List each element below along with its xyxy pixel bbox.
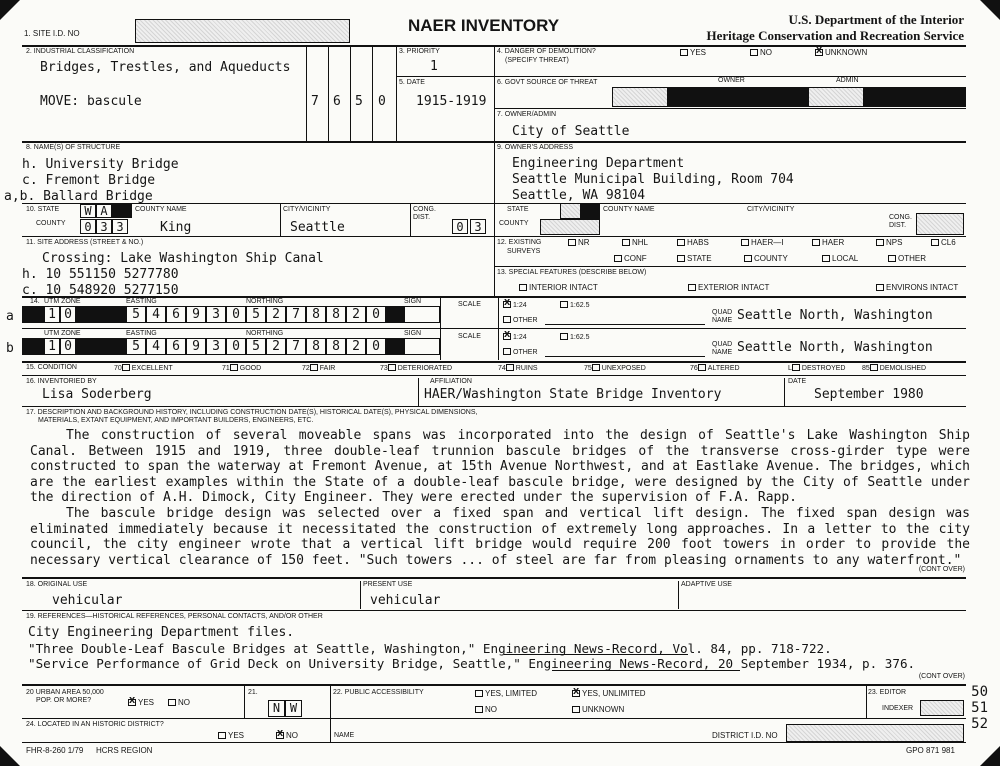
danger-yes[interactable]: YES: [680, 49, 706, 57]
utm-sign-label: SIGN: [404, 298, 422, 305]
move-value[interactable]: MOVE: bascule: [40, 94, 142, 109]
industrial-digit: 6: [333, 94, 341, 109]
utm-northing-box[interactable]: 2: [346, 306, 366, 323]
quad-name-label: NAME: [712, 317, 733, 324]
form-number: FHR-8-260 1/79: [26, 746, 84, 755]
access-unknown[interactable]: UNKNOWN: [572, 706, 624, 714]
priority-value[interactable]: 1: [430, 59, 438, 74]
utm-northing-box[interactable]: 5: [246, 306, 266, 323]
state-label: 10. STATE: [26, 206, 60, 213]
description-label: 17. DESCRIPTION AND BACKGROUND HISTORY, INCLUDING CONSTRUCTION DATE(S), HISTORICAL DATE(S), PHYSICAL DIMENSIONS,: [26, 409, 478, 416]
registration-mark: [980, 746, 1000, 766]
survey-other[interactable]: OTHER: [888, 255, 926, 263]
quad-label: QUAD: [712, 309, 733, 316]
utm-northing-label: NORTHING: [246, 298, 284, 305]
site-address-line[interactable]: h. 10 551150 5277780: [22, 267, 179, 282]
utm-blackout: [76, 338, 126, 355]
underline-enr-2: [552, 670, 740, 671]
condition-option[interactable]: 71 GOOD: [222, 365, 262, 372]
utm-easting-box[interactable]: 9: [186, 338, 206, 355]
condition-label: 15. CONDITION: [26, 364, 77, 371]
utm-easting-box[interactable]: 5: [126, 306, 146, 323]
danger-unknown[interactable]: X UNKNOWN: [815, 49, 867, 57]
utm-blackout: [386, 306, 404, 323]
industrial-digit: 5: [355, 94, 363, 109]
utm-easting-box[interactable]: 3: [206, 306, 226, 323]
reference-line: City Engineering Department files.: [28, 625, 295, 640]
urban-area-label-2: POP. OR MORE?: [36, 697, 92, 704]
scale-1-24[interactable]: X 1:24: [503, 333, 527, 342]
owner-county-label: COUNTY: [499, 220, 529, 227]
exterior-intact[interactable]: EXTERIOR INTACT: [688, 284, 769, 292]
state-blackout: [112, 204, 132, 218]
urban-no[interactable]: NO: [168, 699, 190, 707]
district-name-label: NAME: [334, 732, 355, 739]
condition-option[interactable]: 74 RUINS: [498, 365, 538, 372]
page-number: 52: [971, 716, 988, 732]
access-label: 22. PUBLIC ACCESSIBILITY: [333, 689, 424, 696]
inventoried-value[interactable]: Lisa Soderberg: [42, 387, 152, 402]
survey-cl6[interactable]: CL6: [931, 239, 956, 247]
condition-option[interactable]: 76 ALTERED: [690, 365, 740, 372]
affiliation-value[interactable]: HAER/Washington State Bridge Inventory: [424, 387, 722, 402]
city-label: CITY/VICINITY: [283, 206, 331, 213]
owner-dist-label: DIST.: [889, 222, 907, 229]
indexer-label: INDEXER: [882, 705, 914, 712]
utm-northing-box[interactable]: 0: [366, 338, 386, 355]
utm-blackout: [386, 338, 404, 355]
owner-state-blackout: [580, 203, 600, 219]
condition-option[interactable]: 75 UNEXPOSED: [584, 365, 646, 372]
danger-label: 4. DANGER OF DEMOLITION?: [497, 48, 596, 55]
district-yes[interactable]: YES: [218, 732, 244, 740]
owner-cong-label: CONG.: [889, 214, 912, 221]
indexer-box[interactable]: [920, 700, 964, 716]
registration-mark: [980, 0, 1000, 20]
underline-enr-1: [504, 654, 688, 655]
district-id-boxes[interactable]: [786, 724, 964, 742]
agency-line-2: Heritage Conservation and Recreation Service: [706, 28, 964, 43]
scale-other-line: [545, 356, 705, 357]
utm-northing-label: NORTHING: [246, 330, 284, 337]
owner-state-label: STATE: [507, 206, 529, 213]
survey-nhl[interactable]: NHL: [622, 239, 648, 247]
references-cont-over: (CONT OVER): [918, 673, 965, 680]
site-address-line[interactable]: Crossing: Lake Washington Ship Canal: [42, 251, 324, 266]
industrial-value[interactable]: Bridges, Trestles, and Aqueducts: [40, 60, 291, 75]
survey-nr[interactable]: NR: [568, 239, 590, 247]
utm-sign-box[interactable]: [404, 306, 440, 323]
industrial-digit: 7: [311, 94, 319, 109]
utm-sign-box[interactable]: [404, 338, 440, 355]
utm-zone-label: UTM ZONE: [44, 298, 81, 305]
utm-row-label: a: [6, 309, 14, 324]
special-features-label: 13. SPECIAL FEATURES (DESCRIBE BELOW): [497, 269, 647, 276]
dist-label: DIST.: [413, 214, 431, 221]
survey-haer[interactable]: HAER: [812, 239, 844, 247]
site-id-label: 1. SITE I.D. NO: [24, 29, 80, 38]
condition-option[interactable]: 73 DETERIORATED: [380, 365, 453, 372]
references-label: 19. REFERENCES—HISTORICAL REFERENCES, PERSONAL CONTACTS, AND/OR OTHER: [26, 613, 323, 620]
owner-address-line[interactable]: Seattle Municipal Building, Room 704: [512, 172, 794, 187]
utm-northing-box[interactable]: 2: [266, 306, 286, 323]
utm-zone-label: UTM ZONE: [44, 330, 81, 337]
survey-conf[interactable]: CONF: [614, 255, 647, 263]
danger-no[interactable]: NO: [750, 49, 772, 57]
utm-northing-box[interactable]: 8: [326, 306, 346, 323]
condition-option[interactable]: L DESTROYED: [788, 365, 846, 372]
condition-option[interactable]: 72 FAIR: [302, 365, 336, 372]
utm-northing-box[interactable]: 7: [286, 338, 306, 355]
state-box[interactable]: W: [80, 204, 96, 218]
utm-scale-label: SCALE: [458, 333, 481, 340]
county-label: COUNTY: [36, 220, 66, 227]
reference-line: "Three Double-Leaf Bascule Bridges at Seattle, Washington," Engineering News-Record, Vol. 84, pp. 718-722.: [28, 641, 832, 656]
owner-address-label: 9. OWNER'S ADDRESS: [497, 144, 574, 151]
utm-sign-label: SIGN: [404, 330, 422, 337]
utm-easting-box[interactable]: 6: [166, 338, 186, 355]
date-inventoried-value[interactable]: September 1980: [814, 387, 924, 402]
utm-easting-box[interactable]: 4: [146, 338, 166, 355]
scale-1-62-5[interactable]: 1:62.5: [560, 333, 589, 342]
quad-name-value[interactable]: Seattle North, Washington: [737, 308, 933, 323]
registration-mark: [0, 0, 20, 20]
scale-1-24[interactable]: X 1:24: [503, 301, 527, 310]
survey-county[interactable]: COUNTY: [744, 255, 788, 263]
names-label: 8. NAME(S) OF STRUCTURE: [26, 144, 121, 151]
survey-local[interactable]: LOCAL: [822, 255, 858, 263]
quad-label: QUAD: [712, 341, 733, 348]
scale-1-62-5[interactable]: 1:62.5: [560, 301, 589, 310]
agency-line-1: U.S. Department of the Interior: [788, 12, 964, 27]
form-title: NAER INVENTORY: [408, 16, 560, 35]
district-label: 24. LOCATED IN AN HISTORIC DISTRICT?: [26, 721, 164, 728]
scale-other-line: [545, 324, 705, 325]
utm-row-label: b: [6, 341, 14, 356]
govt-source-label: 6. GOVT SOURCE OF THREAT: [497, 79, 598, 86]
quad-name-value[interactable]: Seattle North, Washington: [737, 340, 933, 355]
utm-easting-box[interactable]: 9: [186, 306, 206, 323]
registration-mark: [0, 746, 20, 766]
item-21-box[interactable]: N: [268, 700, 285, 717]
govt-admin-boxes[interactable]: [808, 87, 864, 107]
utm-easting-label: EASTING: [126, 330, 157, 337]
govt-owner-label: OWNER: [718, 77, 745, 84]
access-yes-unlimited[interactable]: X YES, UNLIMITED: [572, 690, 646, 698]
surveys-label: 12. EXISTING: [497, 239, 542, 246]
utm-blackout: [76, 306, 126, 323]
present-use-value[interactable]: vehicular: [370, 593, 441, 608]
utm-easting-box[interactable]: 4: [146, 306, 166, 323]
name-line[interactable]: c. Fremont Bridge: [22, 173, 156, 188]
utm-scale-label: SCALE: [458, 301, 481, 308]
cong-label: CONG.: [413, 206, 436, 213]
govt-blackout-2: [864, 87, 966, 107]
utm-zone-box[interactable]: 0: [60, 338, 76, 355]
cong-box[interactable]: 3: [470, 219, 486, 234]
reference-line: "Service Performance of Grid Deck on University Bridge, Seattle," Engineering News-Record, 20 September 1934, p. 376.: [28, 656, 916, 671]
utm-easting-box[interactable]: 6: [166, 306, 186, 323]
name-line[interactable]: a,b. Ballard Bridge: [4, 189, 153, 204]
page-number: 51: [971, 700, 988, 716]
description-paragraph-1: The construction of several moveable spans was incorporated into the design of Seattle's Lake Washington Ship Canal. Between 1915 and 1919, three double-leaf trunnion bascule bridges of the transverse cross-girder type were constructed to span the waterway at Fremont Avenue, at 15th Avenue Northwest, and at Eastlake Avenue. The bridges, which are the earliest examples within the State of a double-leaf bascule bridge, were designed by the City of Seattle under the direction of A.H. Dimock, City Engineer. They were erected under the supervision of F.A. Rapp.: [30, 428, 970, 506]
cong-box[interactable]: 0: [452, 219, 468, 234]
site-address-label: 11. SITE ADDRESS (STREET & NO.): [26, 239, 144, 246]
utm-blackout: [22, 338, 44, 355]
utm-northing-box[interactable]: 2: [346, 338, 366, 355]
utm-easting-label: EASTING: [126, 298, 157, 305]
utm-northing-box[interactable]: 7: [286, 306, 306, 323]
environs-intact[interactable]: ENVIRONS INTACT: [876, 284, 958, 292]
utm-easting-box[interactable]: 0: [226, 306, 246, 323]
survey-habs[interactable]: HABS: [677, 239, 709, 247]
description-cont-over: (CONT OVER): [918, 566, 965, 573]
survey-state[interactable]: STATE: [677, 255, 712, 263]
urban-yes[interactable]: X YES: [128, 699, 154, 707]
interior-intact[interactable]: INTERIOR INTACT: [519, 284, 598, 292]
owner-county-box[interactable]: [540, 219, 600, 235]
urban-area-label: 20 URBAN AREA 50,000: [26, 689, 104, 696]
county-name-value[interactable]: King: [160, 220, 192, 235]
industrial-label: 2. INDUSTRIAL CLASSIFICATION: [26, 48, 135, 55]
owner-city-label: CITY/VICINITY: [747, 206, 795, 213]
owner-admin-label: 7. OWNER/ADMIN: [497, 111, 557, 118]
original-use-label: 18. ORIGINAL USE: [26, 581, 88, 588]
adaptive-use-label: ADAPTIVE USE: [681, 581, 732, 588]
govt-blackout: [668, 87, 808, 107]
utm-number: 14.: [30, 298, 40, 305]
govt-admin-label: ADMIN: [836, 77, 859, 84]
editor-label: 23. EDITOR: [868, 689, 906, 696]
utm-northing-box[interactable]: 0: [366, 306, 386, 323]
utm-easting-box[interactable]: 0: [226, 338, 246, 355]
page-number: 50: [971, 684, 988, 700]
item-21-box[interactable]: W: [285, 700, 302, 717]
access-yes-limited[interactable]: YES, LIMITED: [475, 690, 537, 698]
date-value[interactable]: 1915-1919: [416, 94, 487, 109]
utm-zone-box[interactable]: 1: [44, 338, 60, 355]
date-inventoried-label: DATE: [788, 378, 807, 385]
utm-zone-box[interactable]: 1: [44, 306, 60, 323]
description-paragraph-2: The bascule bridge design was selected over a fixed span and vertical lift design. The fixed span design was eliminated immediately because it necessitated the construction of extremely long approaches. In a letter to the city council, the city engineer wrote that a vertical lift bridge would require 200 foot towers in order to provide the necessary vertical clearance of 150 feet. "Such towers ... of steel are far from pleasing ornaments to any waterfront.": [30, 506, 970, 568]
priority-label: 3. PRIORITY: [399, 48, 440, 55]
utm-northing-box[interactable]: 8: [326, 338, 346, 355]
access-no[interactable]: NO: [475, 706, 497, 714]
industrial-digit: 0: [378, 94, 386, 109]
owner-county-name-label: COUNTY NAME: [603, 206, 655, 213]
utm-zone-box[interactable]: 0: [60, 306, 76, 323]
affiliation-label: AFFILIATION: [430, 378, 472, 385]
utm-northing-box[interactable]: 8: [306, 338, 326, 355]
item-21-label: 21.: [248, 689, 258, 696]
district-no[interactable]: X NO: [276, 732, 298, 740]
county-box[interactable]: 3: [96, 219, 112, 234]
utm-easting-box[interactable]: 5: [126, 338, 146, 355]
district-id-label: DISTRICT I.D. NO: [712, 731, 778, 740]
hcrs-region: HCRS REGION: [96, 746, 153, 755]
present-use-label: PRESENT USE: [363, 581, 413, 588]
owner-address-line[interactable]: Seattle, WA 98104: [512, 188, 646, 203]
scale-other[interactable]: OTHER: [503, 348, 538, 357]
survey-haer-i[interactable]: HAER—I: [741, 239, 783, 247]
site-id-boxes[interactable]: [135, 19, 350, 43]
condition-option[interactable]: 70 EXCELLENT: [114, 365, 173, 372]
utm-easting-box[interactable]: 3: [206, 338, 226, 355]
owner-admin-value[interactable]: City of Seattle: [512, 124, 630, 139]
state-box[interactable]: A: [96, 204, 112, 218]
utm-northing-box[interactable]: 8: [306, 306, 326, 323]
county-name-label: COUNTY NAME: [135, 206, 187, 213]
scale-other[interactable]: OTHER: [503, 316, 538, 325]
inventoried-label: 16. INVENTORIED BY: [26, 378, 97, 385]
gpo-number: GPO 871 981: [906, 746, 955, 755]
utm-northing-box[interactable]: 5: [246, 338, 266, 355]
county-box[interactable]: 0: [80, 219, 96, 234]
quad-name-label: NAME: [712, 349, 733, 356]
original-use-value[interactable]: vehicular: [52, 593, 123, 608]
description-label-2: MATERIALS, EXTANT EQUIPMENT, AND IMPORTANT BUILDERS, ENGINEERS, ETC.: [38, 417, 314, 424]
govt-owner-boxes[interactable]: [612, 87, 668, 107]
danger-sub: (SPECIFY THREAT): [505, 57, 569, 64]
site-address-line[interactable]: c. 10 548920 5277150: [22, 283, 179, 295]
utm-northing-box[interactable]: 2: [266, 338, 286, 355]
surveys-label-2: SURVEYS: [507, 248, 541, 255]
owner-cong-box[interactable]: [916, 213, 964, 235]
survey-nps[interactable]: NPS: [876, 239, 902, 247]
city-value[interactable]: Seattle: [290, 220, 345, 235]
utm-blackout: [22, 306, 44, 323]
name-line[interactable]: h. University Bridge: [22, 157, 179, 172]
date-label: 5. DATE: [399, 79, 425, 86]
condition-option[interactable]: 85 DEMOLISHED: [862, 365, 927, 372]
county-box[interactable]: 3: [112, 219, 128, 234]
owner-address-line[interactable]: Engineering Department: [512, 156, 685, 171]
